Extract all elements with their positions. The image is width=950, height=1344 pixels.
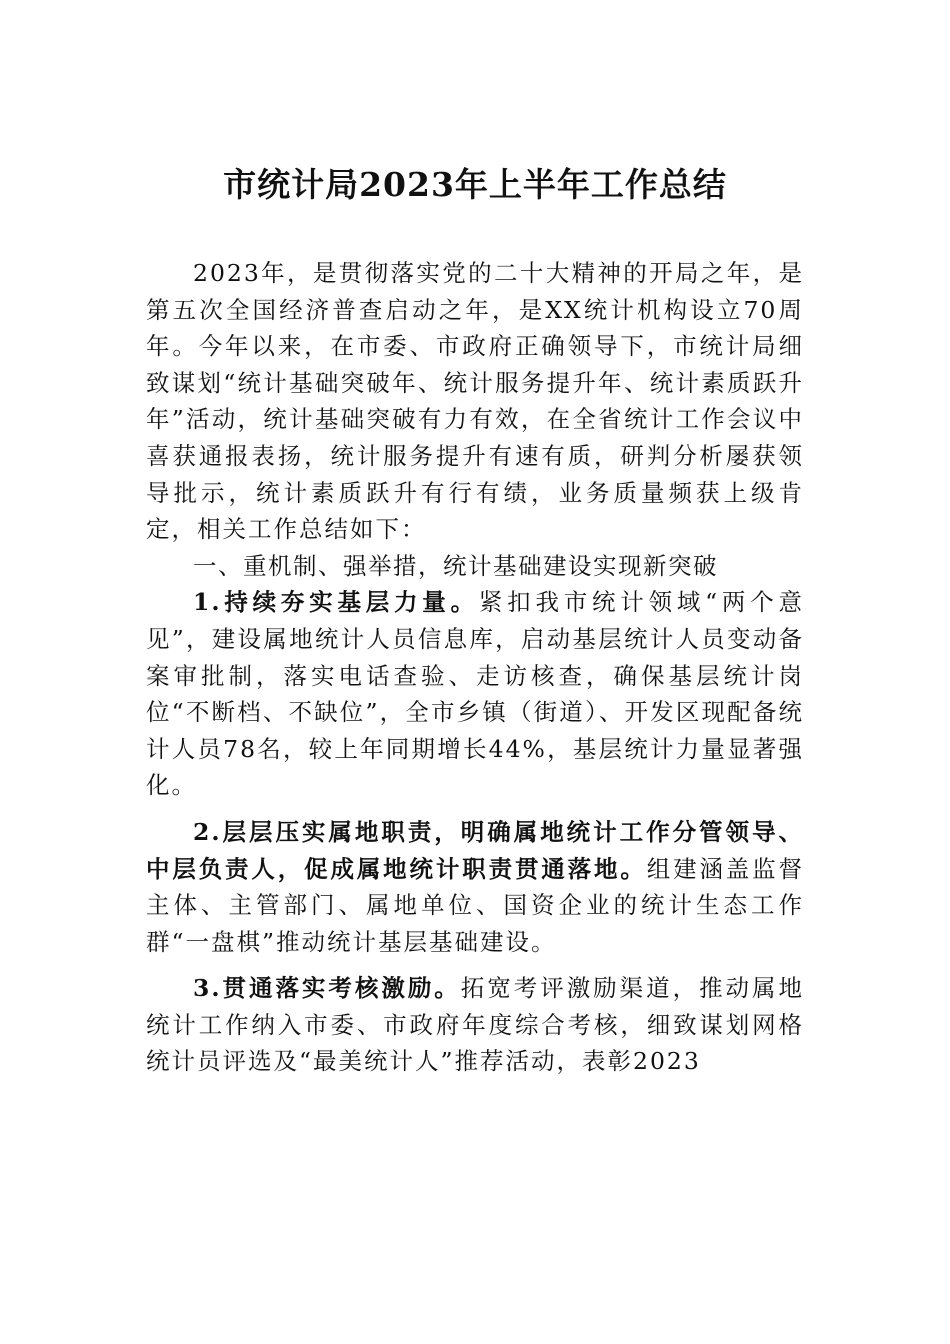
item-text-2: 组建涵盖监督主体、主管部门、属地单位、国资企业的统计生态工作群“一盘棋”推动统计基层基础建设。 <box>146 854 805 956</box>
document-body <box>146 255 804 1080</box>
item-paragraph-2 <box>146 814 804 960</box>
document-title: 市统计局2023年上半年工作总结 <box>223 165 727 204</box>
item-lead-2: 2.层层压实属地职责，明确属地统计工作分管领导、中层负责人，促成属地统计职责贯通落地。 <box>146 817 804 883</box>
item-text-1: 紧扣我市统计领域“两个意见”，建设属地统计人员信息库，启动基层统计人员变动备案审批制，落实电话查验、走访核查，确保基层统计岗位“不断档、不缺位”，全市乡镇（街道）、开发区现配备统计人员78名，较上年同期增长44%，基层统计力量显著强化。 <box>146 588 804 800</box>
item-lead-1: 1.持续夯实基层力量。 <box>193 588 479 617</box>
item-text-3: 拓宽考评激励渠道，推动属地统计工作纳入市委、市政府年度综合考核，细致谋划网格统计员评选及“最美统计人”推荐活动，表彰2023 <box>146 974 804 1076</box>
item-paragraph-1 <box>146 584 804 804</box>
section-heading: 一、重机制、强举措，统计基础建设实现新突破 <box>193 551 718 580</box>
intro-paragraph: 2023年，是贯彻落实党的二十大精神的开局之年，是第五次全国经济普查启动之年，是XX统计机构设立70周年。今年以来，在市委、市政府正确领导下，市统计局细致谋划“统计基础突破年、统计服务提升年、统计素质跃升年”活动，统计基础突破有力有效，在全省统计工作会议中喜获通报表扬，统计服务提升有速有质，研判分析屡获领导批示，统计素质跃升有行有绩，业务质量频获上级肯定，相关工作总结如下： <box>146 259 804 544</box>
item-paragraph-3 <box>146 970 804 1080</box>
item-lead-3: 3.贯通落实考核激励。 <box>193 974 461 1003</box>
